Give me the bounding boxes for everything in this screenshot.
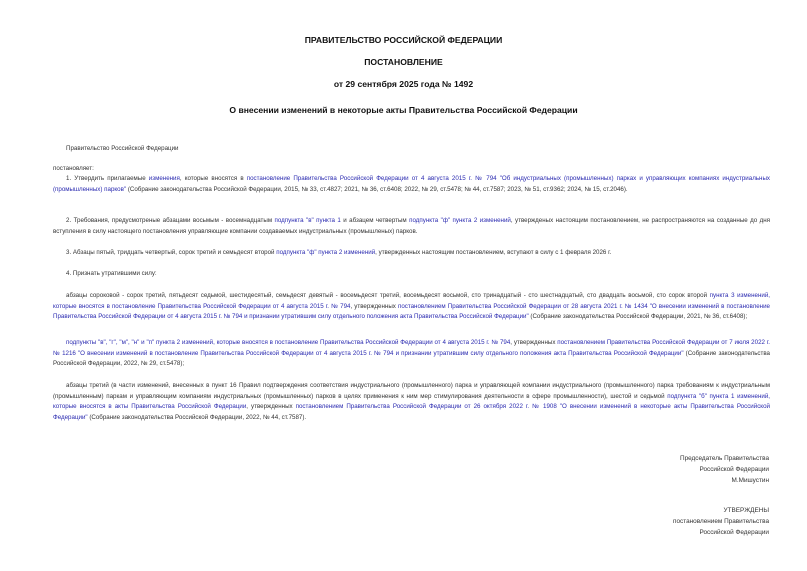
decides-text: постановляет: [53,165,94,172]
date-number-heading: от 29 сентября 2025 года № 1492 [333,79,474,89]
p5-text-1: абзацы сороковой - сорок третий, пятьдесят седьмой, шестидесятый, семьдесят девятый - восемьдесят третий, восемьдесят восьмой, сто тринадцатый - сто шестнадцатый, сто двадцать восьмой, сто сорок второй [66,292,710,299]
changes-link[interactable]: изменения [148,175,180,182]
resolution-1216-link[interactable]: постановлением Правительства Российской Федерации от 7 июля 2022 г. № 1216 "О внесении изменений в постановление Правительства Российской Федерации от 4 августа 2015 г. № 794 и признании утратившим силу отдельного положения акта Правительства Российской Федерации" [53,339,770,357]
signature-block [680,453,769,486]
resolution-1908-link[interactable]: постановлением Правительства Российской Федерации от 26 октября 2022 г. № 1908 "О внесении изменений в некоторые акты Правительства Российской Федерации" [53,403,770,421]
doc-type-heading: ПОСТАНОВЛЕНИЕ [364,57,443,67]
p6-text-2: (Собрание законодательства Российской Федерации, 2022, № 29, ст.5478); [53,349,770,368]
approval-block [673,505,769,538]
signer-name: М.Мишустин [731,477,769,484]
p2-text-2: и абзацем четвертым [340,217,410,224]
resolution-794-link[interactable]: постановление Правительства Российской Федерации от 4 августа 2015 г. № 794 "Об индустриальных (промышленных) парках и управляющих компаниях индустриальных (промышленных) парков" [53,175,770,193]
subpoints-link[interactable]: подпункты "в", "г", "м", "н" и "п" пункта 2 изменений, которые вносятся в постановление Правительства Российской Федерации от 4 августа 2015 г. № 794 [66,339,511,346]
point-3-link[interactable]: пункта 3 изменений, которые вносятся в постановление Правительства Российской Федерации от 4 августа 2015 г. № 794 [53,292,770,310]
paragraph-6 [53,338,770,370]
paragraph-5 [53,291,770,323]
p7-text-1: абзацы третий (в части изменений, внесенных в пункт 16 Правил подтверждения соответствия индустриального (промышленного) парка и управляющей компании индустриального (промышленного) парка требованиям к индустриальным (промышленным) паркам и управляющим компаниям индустриальных (промышленных) парков в целях применения к ним мер стимулирования деятельности в сфере промышленности), шестой и седьмой [53,382,770,400]
subpoint-f-link-2[interactable]: подпункта "ф" пункта 2 изменений [276,249,376,256]
signer-position-1: Председатель Правительства [680,455,769,462]
p3-text-1: 3. Абзацы пятый, тридцать четвертый, сорок третий и семьдесят второй [66,249,277,256]
approval-line-3: Российской Федерации [699,529,769,536]
p7-text-3: (Собрание законодательства Российской Федерации, 2022, № 44, ст.7587). [87,413,307,421]
p5-text-2: , утвержденных [350,302,398,310]
p3-text-2: , утвержденных настоящим постановлением, вступают в силу с 1 февраля 2026 г. [375,249,612,256]
p5-text-3: (Собрание законодательства Российской Федерации, 2021, № 36, ст.6408); [528,313,748,321]
p1-text-3: (Собрание законодательства Российской Федерации, 2015, № 33, ст.4827; 2021, № 36, ст.6408; 2022, № 29, ст.5478; № 44, ст.7587; 2023, № 51, ст.9362; 2024, № 15, ст.2046). [126,185,628,193]
paragraph-7 [53,381,770,423]
signer-position-2: Российской Федерации [699,466,769,473]
org-heading: ПРАВИТЕЛЬСТВО РОССИЙСКОЙ ФЕДЕРАЦИИ [304,35,503,45]
p1-text-1: 1. Утвердить прилагаемые [66,175,149,182]
subpoint-f-link[interactable]: подпункта "ф" пункта 2 изменений [409,217,511,224]
resolution-1434-link[interactable]: постановлением Правительства Российской Федерации от 28 августа 2021 г. № 1434 "О внесении изменений в постановление Правительства Российской Федерации от 4 августа 2015 г. № 794 и признании утратившим силу отдельного положения акта Правительства Российской Федерации" [53,302,770,321]
document-title: О внесении изменений в некоторые акты Правительства Российской Федерации [229,105,578,115]
subpoint-v-link[interactable]: подпункта "в" пункта 1 [274,217,341,224]
paragraph-3 [53,248,770,259]
p1-text-2: , которые вносятся в [179,175,247,182]
paragraph-4: 4. Признать утратившими силу: [66,270,157,277]
issuer-text: Правительство Российской Федерации [66,145,179,152]
p6-text-1: , утвержденных [510,339,558,346]
approval-line-2: постановлением Правительства [673,518,769,525]
p2-text-3: , утвержденых настоящим постановлением, не распространяются на созданные до дня вступления в силу настоящего постановления управляющие компании создаваемых индустриальных (промышленых) парков. [53,217,771,235]
subpoint-b-link[interactable]: подпункта "б" пункта 1 изменений, которые вносятся в акты Правительства Российской Федерации [53,392,770,411]
approval-line-1: УТВЕРЖДЕНЫ [723,507,769,514]
p7-text-2: , утвержденных [246,403,296,411]
paragraph-2 [53,216,770,237]
paragraph-1 [53,174,770,195]
p2-text-1: 2. Требования, предусмотреные абзацами восьмым - восемнадцатым [66,217,275,224]
